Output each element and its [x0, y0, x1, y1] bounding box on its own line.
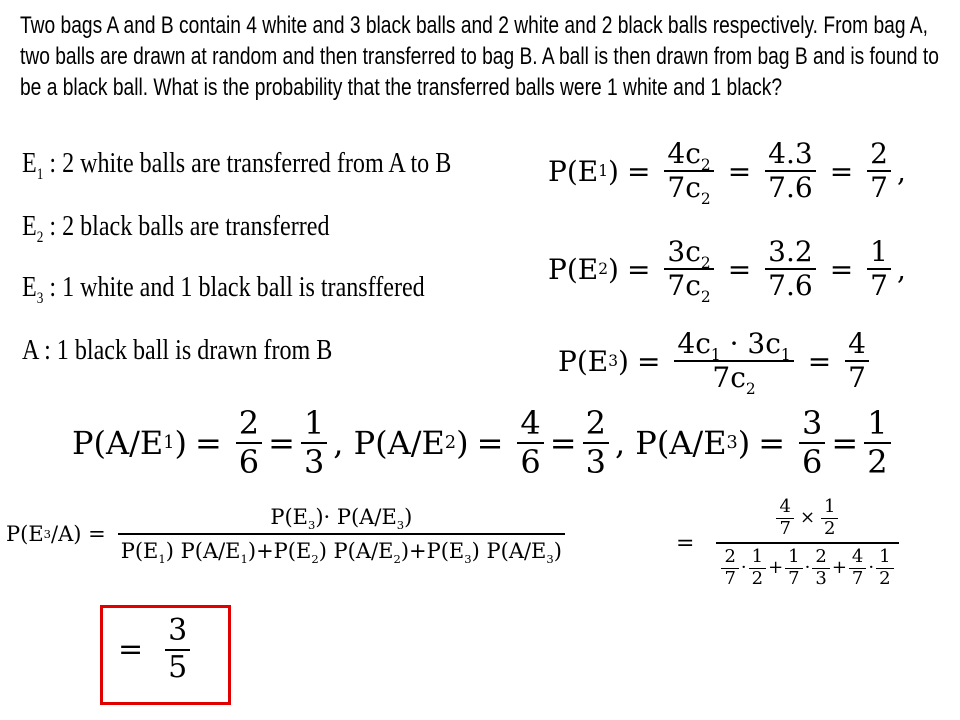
frac-num: 4 [851, 546, 864, 568]
event-subscript: 1 [36, 165, 44, 183]
bayes-den-term: )+ [247, 539, 274, 564]
comma: , [897, 154, 906, 188]
fraction [864, 405, 890, 481]
frac-den: 6 [520, 442, 541, 481]
event-e3-definition [22, 272, 425, 307]
bayes-den-sub: 3 [464, 552, 472, 567]
event-text: : 1 white and 1 black ball is transffered [49, 272, 425, 303]
bayes-den-sub: 2 [393, 552, 401, 567]
bayes-num-sub: 3 [307, 518, 316, 533]
frac-num: 1 [751, 546, 764, 568]
event-subscript: 3 [36, 289, 44, 307]
fraction [749, 547, 766, 589]
substitution-fraction [716, 497, 898, 590]
frac-den: 6 [802, 442, 823, 481]
cond-prob-close: ) [456, 423, 469, 462]
frac-den: 2 [824, 517, 836, 539]
prob-rhs: ) [618, 344, 629, 378]
fraction [785, 547, 802, 589]
frac-den: 7.6 [768, 269, 813, 303]
frac-den: 2 [867, 442, 888, 481]
plus-sign: + [768, 557, 784, 579]
bayes-den-sub: 3 [546, 552, 554, 567]
cond-prob-close: ) [737, 423, 751, 462]
frac-num: 4 [520, 404, 541, 442]
bayes-num: P(E [270, 505, 308, 529]
bayes-den-term: P(E [426, 539, 465, 564]
prob-rhs: ) [608, 154, 619, 188]
fraction [799, 405, 825, 481]
frac-den: 7 [788, 568, 800, 590]
prob-rhs: ) [608, 252, 619, 286]
fraction [876, 547, 893, 589]
prob-lhs: P(E [558, 344, 609, 378]
frac-num: 4 [848, 327, 866, 360]
fraction [812, 547, 829, 589]
frac-num: 3 [802, 404, 823, 442]
frac-num-sub: 1 [710, 345, 721, 364]
bayes-den-term: )+ [400, 539, 427, 564]
frac-den: 7 [870, 171, 888, 205]
fraction [664, 137, 713, 209]
frac-num: 4 [779, 496, 791, 517]
fraction [721, 547, 738, 589]
frac-den-sub: 2 [700, 190, 711, 209]
frac-den: 3 [303, 442, 325, 481]
frac-den: 3 [815, 568, 827, 590]
frac-den: 7.6 [768, 171, 813, 205]
frac-num: 4c [677, 327, 711, 360]
fraction [301, 405, 327, 481]
event-text: : 2 black balls are transferred [49, 211, 330, 242]
frac-num: 2 [815, 546, 827, 568]
fraction [765, 138, 816, 204]
frac-num: 1 [870, 235, 888, 268]
fraction [583, 405, 609, 481]
answer-numerator: 3 [168, 613, 188, 648]
frac-num: 4c [667, 137, 701, 170]
frac-num: 1 [867, 404, 888, 442]
frac-num: 2 [870, 137, 888, 170]
conditional-probabilities-row: P(A/E 1 ) = $\frac{2}{6}$ = $\frac{1}{3}$ , P(A/E 2 ) = $\frac{4}{6}$ = $\frac{2}{3}$ , P(A/E 3 ) = $\frac{3}{6}$ = $\frac{1}{2}$ [72, 405, 897, 481]
dot-sign: · [740, 557, 747, 579]
bayes-substitution [668, 497, 905, 590]
prob-lhs: P(E [548, 154, 599, 188]
fraction [867, 236, 891, 302]
answer-denominator: 5 [168, 649, 188, 685]
frac-den-sub: 2 [745, 380, 756, 399]
bayes-num-sub: 3 [396, 518, 405, 533]
fraction [765, 236, 816, 302]
event-symbol: E [22, 272, 37, 303]
frac-den: 2 [879, 568, 891, 590]
frac-num-sub: 2 [700, 253, 711, 272]
event-subscript: 2 [36, 228, 44, 246]
probability-e2-equation: P(E 2 ) = $\frac{3c_2}{7c_2}$ = $\frac{3.2}{7.6}$ = $\frac{1}{7}$ , [548, 235, 906, 307]
fraction [867, 138, 891, 204]
fraction [236, 405, 262, 481]
equals-sign: = [118, 632, 144, 667]
frac-den: 2 [751, 568, 764, 590]
fraction [845, 328, 869, 394]
frac-den: 7 [851, 568, 864, 590]
fraction [674, 327, 793, 399]
frac-den: 7 [848, 361, 866, 395]
fraction [821, 497, 838, 539]
bayes-den-sub: 1 [158, 552, 166, 567]
event-a-definition: A : 1 black ball is drawn from B [22, 335, 333, 366]
bayes-lhs: /A) = [51, 522, 106, 547]
cond-prob-label: , P(A/E [614, 423, 727, 462]
event-symbol: E [22, 148, 37, 179]
bayes-num: )· P(A/E [315, 505, 397, 529]
equals-sign: = [676, 530, 695, 556]
frac-den-sub: 2 [700, 288, 711, 307]
fraction [849, 547, 866, 589]
answer-fraction [165, 614, 190, 685]
probability-e3-equation: P(E 3 ) = $\frac{4c_1 \cdot 3c_1}{7c_2}$ = $\frac{4}{7}$ [558, 328, 875, 394]
frac-den: 7c [667, 269, 701, 303]
cond-prob-label: , P(A/E [333, 423, 445, 462]
prob-lhs: P(E [548, 252, 599, 286]
event-text: : 2 white balls are transferred from A to B [49, 148, 452, 179]
frac-num: 1 [303, 404, 325, 442]
frac-den: 7 [870, 269, 888, 303]
event-e1-definition [22, 148, 452, 183]
plus-sign: + [831, 557, 847, 579]
frac-den: 3 [585, 442, 606, 481]
frac-num: 2 [238, 404, 260, 442]
frac-den: 7 [724, 568, 736, 590]
frac-num: 2 [585, 404, 606, 442]
frac-num-sub: 2 [700, 155, 711, 174]
event-e2-definition [22, 211, 330, 246]
frac-num: 1 [824, 496, 836, 517]
bayes-den-term: P(E [120, 539, 159, 564]
bayes-den-term: ) P(A/E [165, 539, 241, 564]
frac-num: · 3c [720, 327, 781, 360]
event-symbol: E [22, 211, 37, 242]
bayes-den-term: ) [553, 539, 562, 564]
frac-num: 3c [667, 235, 701, 268]
frac-den: 7 [779, 517, 791, 539]
bayes-den-sub: 1 [240, 552, 248, 567]
cond-prob-label: P(A/E [72, 423, 164, 462]
frac-num: 3.2 [768, 235, 813, 268]
cond-prob-close: ) [174, 423, 187, 462]
fraction [664, 235, 713, 307]
frac-den: 7c [712, 361, 746, 395]
dot-sign: · [868, 557, 875, 579]
bayes-fraction [118, 505, 565, 567]
frac-num: 1 [879, 546, 891, 568]
final-answer [118, 614, 196, 685]
bayes-den-term: ) P(A/E [318, 539, 394, 564]
bayes-den-term: ) P(A/E [471, 539, 547, 564]
frac-den: 7c [667, 171, 701, 205]
fraction [517, 405, 543, 481]
frac-num: 4.3 [768, 137, 813, 170]
bayes-lhs: P(E [6, 522, 44, 547]
bayes-formula: P(E 3 /A) = $\frac{P(E_3)\cdot P(A/E_3)}{P(E_1) P(A/E_1)+P(E_2) P(A/E_2)+P(E_3) P(A/E_3)}$ [6, 505, 571, 563]
comma: , [897, 252, 906, 286]
fraction [776, 497, 793, 539]
times-sign: × [799, 506, 816, 528]
bayes-den-term: P(E [273, 539, 312, 564]
dot-sign: · [804, 557, 811, 579]
frac-den: 6 [238, 442, 260, 481]
frac-num: 1 [788, 546, 800, 568]
bayes-num: ) [404, 505, 413, 529]
frac-num: 2 [724, 546, 736, 568]
probability-e1-equation: P(E 1 ) = $\frac{4c_2}{7c_2}$ = $\frac{4.3}{7.6}$ = $\frac{2}{7}$ , [548, 137, 906, 209]
bayes-den-sub: 2 [311, 552, 319, 567]
frac-num-sub: 1 [780, 345, 791, 364]
question-text: Two bags A and B contain 4 white and 3 black balls and 2 white and 2 black balls respectively. From bag A, two balls are drawn at random and then transferred to bag B. A ball is then drawn from bag B and is found to be a black ball. What is the probability that the transferred balls were 1 white and 1 black? [20, 12, 939, 101]
